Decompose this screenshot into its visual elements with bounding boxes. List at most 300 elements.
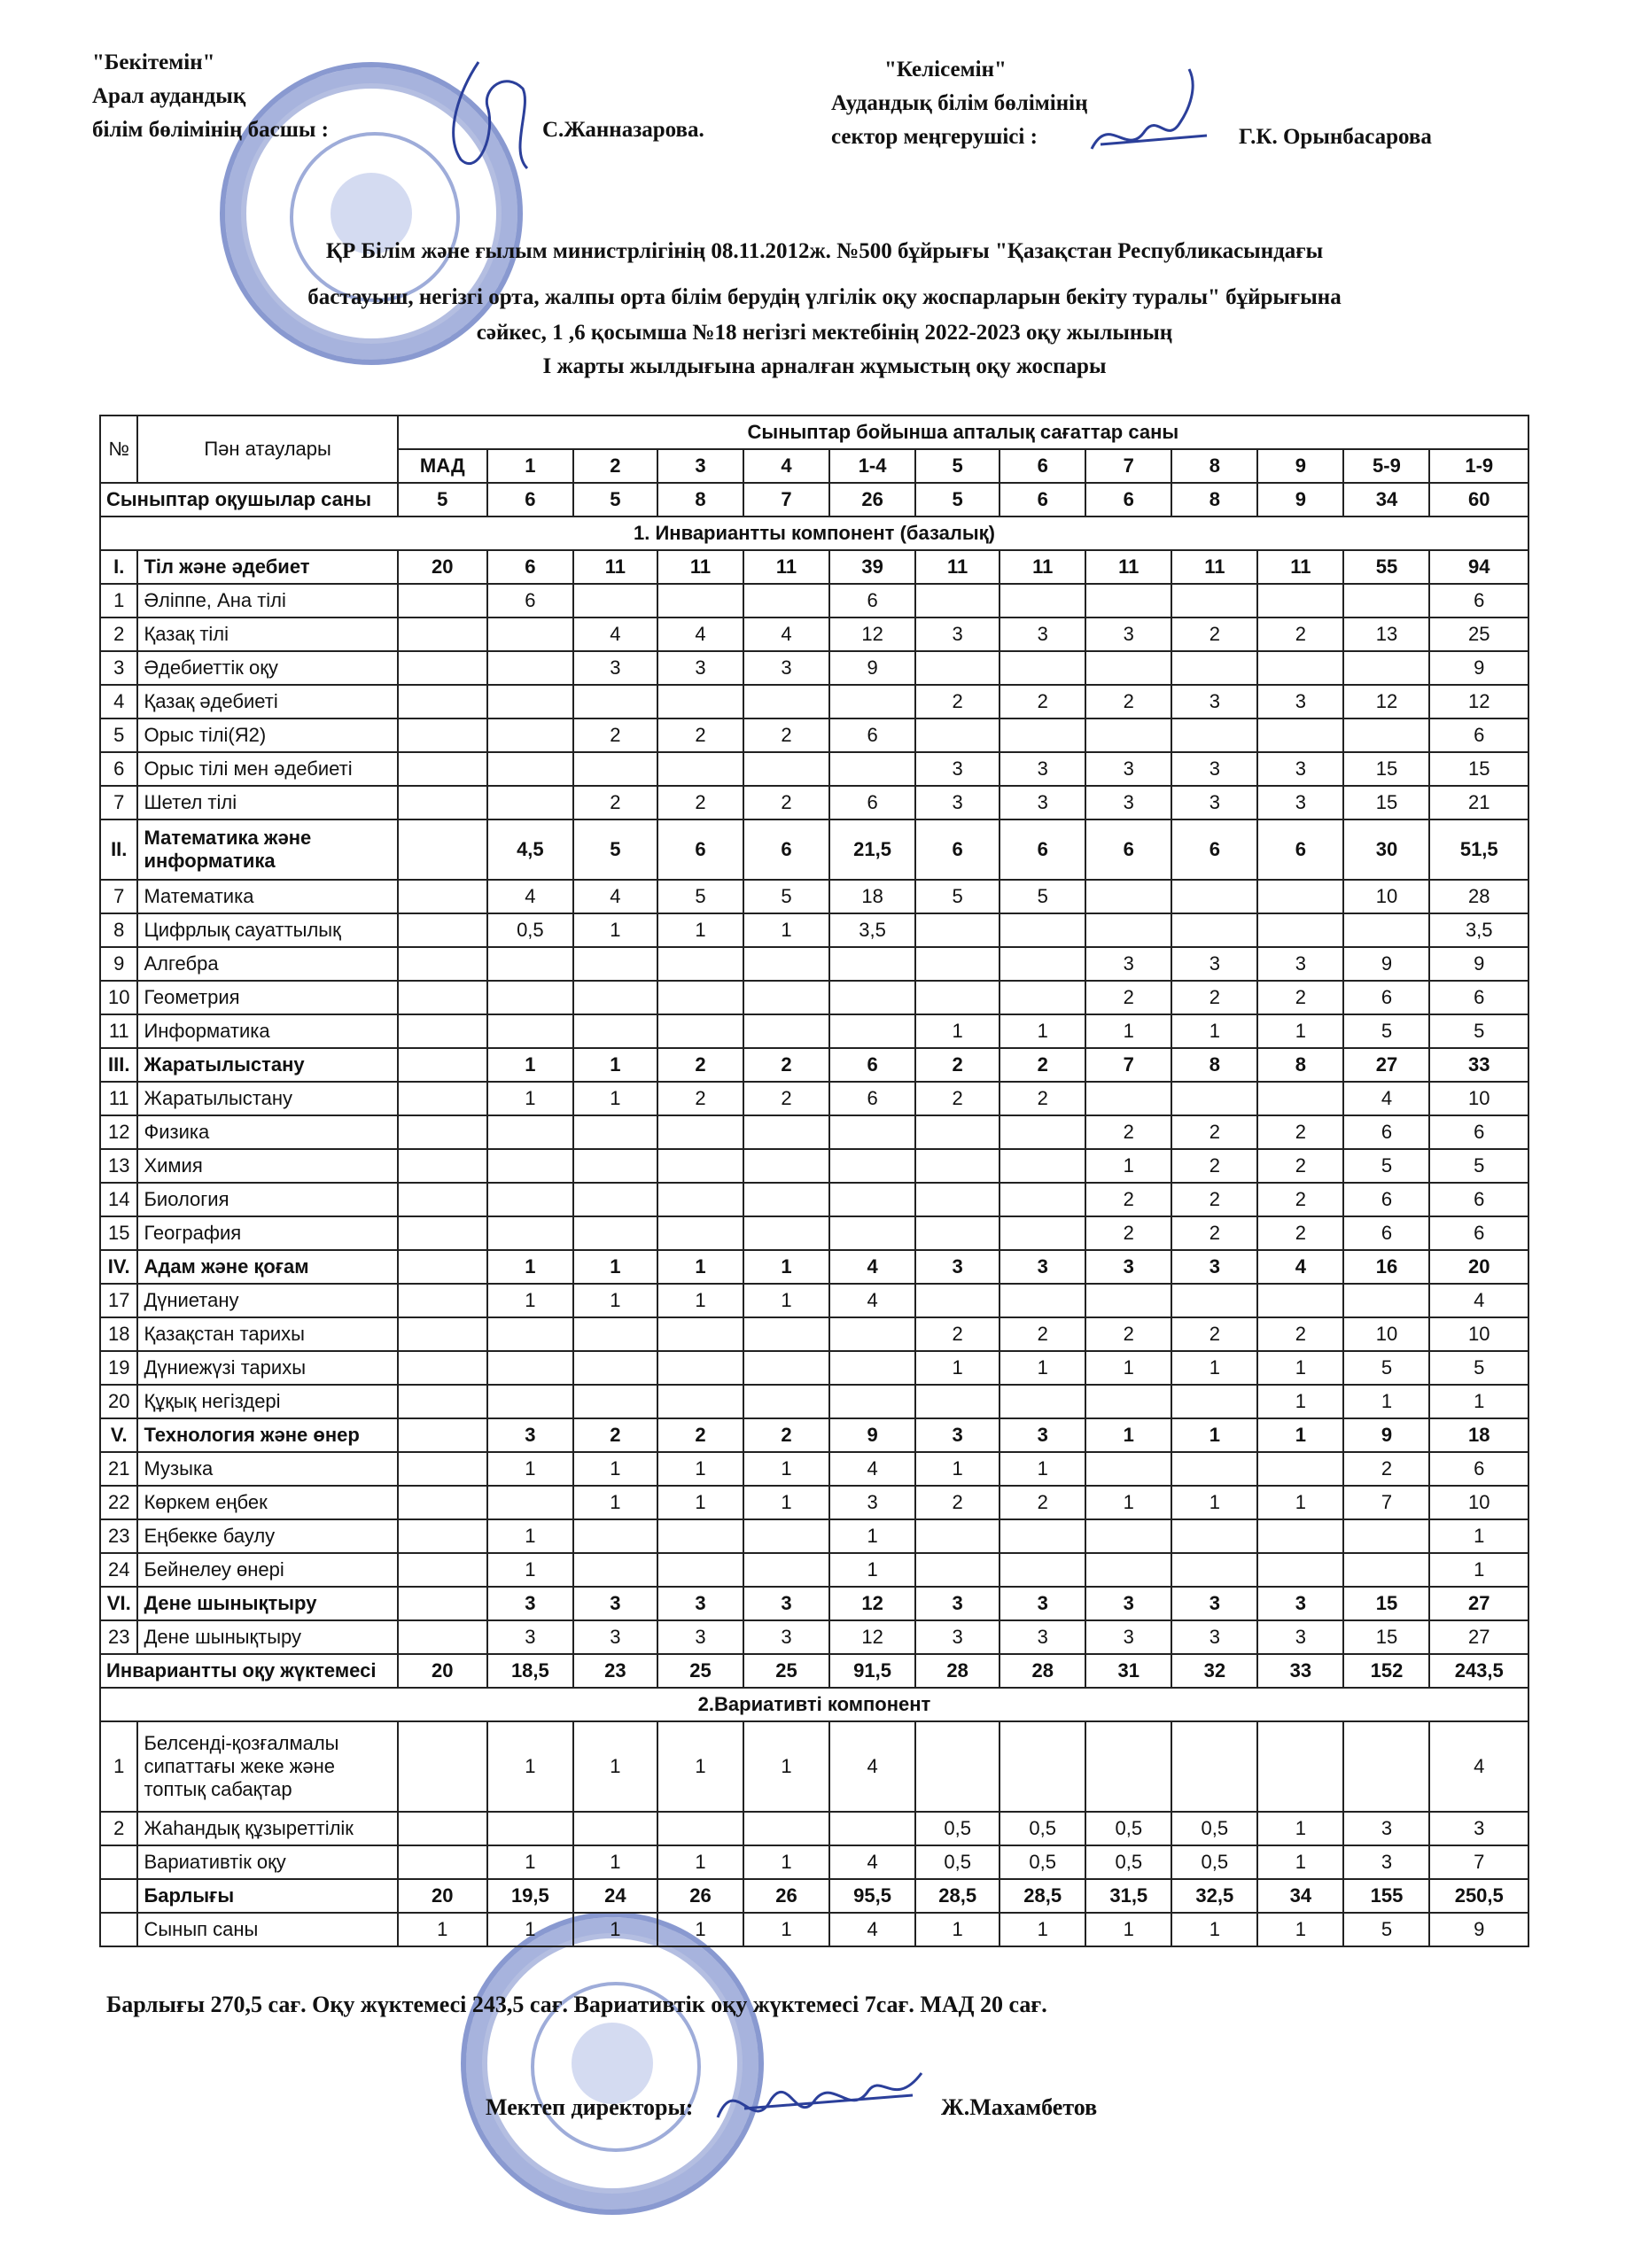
hours-cell: 2 (915, 685, 1000, 718)
hours-cell (398, 913, 487, 947)
subject-name: Қазақ әдебиеті (137, 685, 397, 718)
hours-cell (398, 880, 487, 913)
hours-cell: 1 (1085, 1486, 1171, 1519)
hours-cell: 8 (657, 483, 743, 517)
hours-cell (915, 1553, 1000, 1587)
subject-name: Алгебра (137, 947, 397, 981)
hours-cell: 7 (1085, 1048, 1171, 1082)
hours-cell (1257, 651, 1343, 685)
row-label: Инвариантты оқу жүктемесі (100, 1654, 398, 1688)
hours-cell (657, 1014, 743, 1048)
hours-cell: 1 (1257, 1486, 1343, 1519)
hours-cell (1000, 1553, 1085, 1587)
hours-cell: 1 (1257, 1845, 1343, 1879)
hours-cell (829, 1216, 915, 1250)
hours-cell: 6 (487, 550, 573, 584)
row-number: 15 (100, 1216, 137, 1250)
hours-cell (657, 1216, 743, 1250)
hours-cell (1257, 1082, 1343, 1115)
hours-cell: 3 (657, 651, 743, 685)
table-row (100, 947, 1528, 981)
hours-cell: 0,5 (1171, 1812, 1257, 1845)
agreer-name: Г.К. Орынбасарова (1239, 125, 1432, 149)
hours-cell: 1 (657, 1721, 743, 1812)
hours-cell: 26 (829, 483, 915, 517)
hours-cell: 1 (1343, 1385, 1429, 1418)
hours-cell: 9 (829, 1418, 915, 1452)
hours-cell: 2 (657, 786, 743, 819)
hours-cell: 9 (1343, 1418, 1429, 1452)
hours-cell: 12 (829, 1587, 915, 1620)
subject-name: Дене шынықтыру (137, 1587, 397, 1620)
hours-cell: 11 (657, 550, 743, 584)
hours-cell: 6 (1429, 1183, 1528, 1216)
table-row (100, 1452, 1528, 1486)
hours-cell (743, 1115, 829, 1149)
hours-cell: 3 (1343, 1845, 1429, 1879)
section-title: 2.Вариативті компонент (100, 1688, 1528, 1721)
hours-cell (573, 1351, 657, 1385)
hours-cell: 2 (573, 718, 657, 752)
hours-cell: 3 (1000, 786, 1085, 819)
table-row (100, 685, 1528, 718)
hours-cell (1343, 1553, 1429, 1587)
hours-cell (1343, 1721, 1429, 1812)
hours-cell: 3 (1257, 1587, 1343, 1620)
hours-cell (398, 1351, 487, 1385)
table-row (100, 1216, 1528, 1250)
hours-cell: 2 (1257, 1149, 1343, 1183)
hours-cell: 6 (1085, 819, 1171, 880)
hours-cell: 2 (743, 786, 829, 819)
hours-cell: 3 (1429, 1812, 1528, 1845)
hours-cell: 152 (1343, 1654, 1429, 1688)
row-number: 17 (100, 1284, 137, 1317)
hours-cell: 5 (1343, 1351, 1429, 1385)
hours-cell: 3 (1000, 1418, 1085, 1452)
hours-cell (1000, 1721, 1085, 1812)
hours-cell: 1 (1085, 1014, 1171, 1048)
hours-cell: 2 (1171, 617, 1257, 651)
hours-cell: 1 (743, 1845, 829, 1879)
hours-cell (398, 1553, 487, 1587)
hours-cell: 3 (1000, 617, 1085, 651)
hours-cell: 5 (743, 880, 829, 913)
col-header: 1 (487, 449, 573, 483)
row-number: 19 (100, 1351, 137, 1385)
table-row (100, 1183, 1528, 1216)
hours-cell: 2 (1000, 685, 1085, 718)
hours-cell: 2 (1085, 1183, 1171, 1216)
hours-cell (487, 685, 573, 718)
hours-cell (1085, 1082, 1171, 1115)
hours-cell (398, 1721, 487, 1812)
hours-cell: 6 (1429, 1216, 1528, 1250)
hours-cell: 11 (573, 550, 657, 584)
hours-cell: 1 (1429, 1385, 1528, 1418)
hours-cell: 5 (1000, 880, 1085, 913)
hours-cell: 10 (1429, 1082, 1528, 1115)
subject-name: Қазақстан тарихы (137, 1317, 397, 1351)
hours-cell (829, 1183, 915, 1216)
hours-cell: 6 (1429, 1452, 1528, 1486)
hours-cell: 5 (398, 483, 487, 517)
table-row (100, 1418, 1528, 1452)
hours-cell (1257, 718, 1343, 752)
hours-cell (743, 584, 829, 617)
hours-cell (829, 981, 915, 1014)
hours-cell (743, 1149, 829, 1183)
hours-cell (829, 1014, 915, 1048)
hours-cell (1000, 1115, 1085, 1149)
subject-name: Музыка (137, 1452, 397, 1486)
hours-cell: 0,5 (1171, 1845, 1257, 1879)
hours-cell: 3 (1000, 1250, 1085, 1284)
row-number: 9 (100, 947, 137, 981)
subject-name: Көркем еңбек (137, 1486, 397, 1519)
hours-cell: 21,5 (829, 819, 915, 880)
hours-cell (743, 1183, 829, 1216)
hours-cell: 9 (1429, 651, 1528, 685)
hours-cell: 15 (1343, 1587, 1429, 1620)
hours-cell: 2 (1085, 1115, 1171, 1149)
hours-cell (657, 1115, 743, 1149)
hours-cell (1257, 584, 1343, 617)
row-number: 8 (100, 913, 137, 947)
row-number: 7 (100, 880, 137, 913)
hours-cell (1000, 981, 1085, 1014)
agreer-line1: Аудандық білім бөлімінің (831, 91, 1088, 115)
hours-cell (398, 718, 487, 752)
table-row (100, 1250, 1528, 1284)
hours-cell (657, 1317, 743, 1351)
invariant-total-row (100, 1654, 1528, 1688)
subject-name: Дүниетану (137, 1284, 397, 1317)
hours-cell (1000, 947, 1085, 981)
row-number: 23 (100, 1620, 137, 1654)
subject-name: Сынып саны (137, 1913, 397, 1946)
hours-cell (1171, 913, 1257, 947)
hours-cell: 11 (1000, 550, 1085, 584)
hours-cell: 1 (657, 1845, 743, 1879)
hours-cell: 1 (1085, 1149, 1171, 1183)
hours-cell: 6 (829, 718, 915, 752)
col-header: МАД (398, 449, 487, 483)
hours-cell: 3 (1085, 947, 1171, 981)
table-row (100, 1115, 1528, 1149)
row-number: 14 (100, 1183, 137, 1216)
hours-cell (487, 786, 573, 819)
hours-cell: 1 (829, 1553, 915, 1587)
table-row (100, 1812, 1528, 1845)
hours-cell: 3 (915, 1250, 1000, 1284)
hours-cell: 4 (743, 617, 829, 651)
hours-cell (1257, 913, 1343, 947)
hours-cell (1257, 1519, 1343, 1553)
subject-name: Биология (137, 1183, 397, 1216)
hours-cell: 2 (915, 1082, 1000, 1115)
hours-cell: 3 (1085, 752, 1171, 786)
hours-cell: 2 (1257, 981, 1343, 1014)
hours-cell (1257, 1553, 1343, 1587)
hours-cell: 3 (1171, 1587, 1257, 1620)
hours-cell: 20 (398, 550, 487, 584)
hours-cell: 94 (1429, 550, 1528, 584)
hours-cell: 2 (1171, 1183, 1257, 1216)
hours-cell: 3 (487, 1418, 573, 1452)
table-row (100, 1149, 1528, 1183)
hours-cell: 5 (1343, 1149, 1429, 1183)
hours-cell (657, 1351, 743, 1385)
hours-cell (657, 752, 743, 786)
hours-cell: 2 (657, 1048, 743, 1082)
hours-cell (398, 1014, 487, 1048)
row-label: Сыныптар оқушылар саны (100, 483, 398, 517)
hours-cell (1171, 584, 1257, 617)
hours-cell (573, 947, 657, 981)
hours-cell (915, 1216, 1000, 1250)
hours-cell: 10 (1343, 880, 1429, 913)
hours-cell: 27 (1429, 1587, 1528, 1620)
hours-cell (398, 1812, 487, 1845)
hours-cell: 6 (743, 819, 829, 880)
table-row (100, 1351, 1528, 1385)
hours-cell: 1 (1171, 1913, 1257, 1946)
hours-cell (1171, 880, 1257, 913)
hours-cell (1000, 1183, 1085, 1216)
table-row (100, 1587, 1528, 1620)
table-row (100, 1486, 1528, 1519)
hours-cell: 51,5 (1429, 819, 1528, 880)
hours-cell: 1 (743, 1721, 829, 1812)
hours-cell: 3 (1171, 685, 1257, 718)
hours-cell: 0,5 (1000, 1845, 1085, 1879)
hours-cell: 12 (1429, 685, 1528, 718)
hours-cell: 1 (1257, 1351, 1343, 1385)
hours-cell: 4 (829, 1721, 915, 1812)
hours-cell: 6 (915, 819, 1000, 880)
hours-cell: 1 (829, 1519, 915, 1553)
subject-name: Құқық негіздері (137, 1385, 397, 1418)
hours-cell: 15 (1343, 752, 1429, 786)
hours-cell (573, 1183, 657, 1216)
hours-cell: 26 (743, 1879, 829, 1913)
hours-cell: 0,5 (487, 913, 573, 947)
hours-cell: 15 (1343, 786, 1429, 819)
subject-name: География (137, 1216, 397, 1250)
hours-cell (1343, 1284, 1429, 1317)
hours-cell: 15 (1429, 752, 1528, 786)
subject-name: Дүниежүзі тарихы (137, 1351, 397, 1385)
hours-cell: 27 (1343, 1048, 1429, 1082)
hours-cell: 3 (1000, 1620, 1085, 1654)
approved-label: "Бекітемін" (92, 50, 215, 74)
hours-cell: 1 (487, 1721, 573, 1812)
hours-cell: 28 (1429, 880, 1528, 913)
hours-cell (829, 1115, 915, 1149)
hours-cell: 1 (657, 1486, 743, 1519)
hours-cell: 11 (915, 550, 1000, 584)
table-row (100, 1553, 1528, 1587)
hours-cell (487, 981, 573, 1014)
hours-cell: 6 (829, 1082, 915, 1115)
title-line-4: І жарты жылдығына арналған жұмыстың оқу жоспары (542, 354, 1107, 378)
row-number: II. (100, 819, 137, 880)
title-line-3: сәйкес, 1 ,6 қосымша №18 негізгі мектебінің 2022-2023 оқу жылының (476, 321, 1173, 345)
hours-cell: 23 (573, 1654, 657, 1688)
hours-cell: 9 (1343, 947, 1429, 981)
hours-cell: 20 (398, 1654, 487, 1688)
hours-cell (829, 1351, 915, 1385)
hours-cell (398, 1845, 487, 1879)
subject-name: Дене шынықтыру (137, 1620, 397, 1654)
signature-director (709, 2055, 930, 2153)
hours-cell (915, 913, 1000, 947)
hours-cell (487, 718, 573, 752)
hours-cell (573, 1317, 657, 1351)
hours-cell: 1 (398, 1913, 487, 1946)
table-row (100, 786, 1528, 819)
hours-cell (1000, 1519, 1085, 1553)
hours-cell: 1 (487, 1284, 573, 1317)
hours-cell: 20 (1429, 1250, 1528, 1284)
hours-cell: 3 (1171, 1620, 1257, 1654)
hours-cell: 2 (1085, 1317, 1171, 1351)
hours-cell (1171, 1553, 1257, 1587)
hours-cell: 11 (1085, 550, 1171, 584)
subject-name: Еңбекке баулу (137, 1519, 397, 1553)
hours-cell: 2 (1257, 1115, 1343, 1149)
hours-cell: 32 (1171, 1654, 1257, 1688)
hours-cell: 3 (915, 1620, 1000, 1654)
hours-cell: 5 (1343, 1014, 1429, 1048)
approver-line1: Арал аудандық (92, 84, 246, 108)
hours-cell (1085, 1385, 1171, 1418)
hours-cell: 243,5 (1429, 1654, 1528, 1688)
subject-name: Цифрлық сауаттылық (137, 913, 397, 947)
table-row (100, 981, 1528, 1014)
row-number: 2 (100, 1812, 137, 1845)
subject-name: Бейнелеу өнері (137, 1553, 397, 1587)
hours-cell: 5 (573, 483, 657, 517)
hours-cell: 28,5 (915, 1879, 1000, 1913)
subject-name: Вариативтік оқу (137, 1845, 397, 1879)
hours-cell: 1 (1171, 1014, 1257, 1048)
hours-cell: 4 (1429, 1721, 1528, 1812)
row-number: 5 (100, 718, 137, 752)
hours-cell: 1 (1000, 1452, 1085, 1486)
hours-cell (1085, 913, 1171, 947)
hours-cell: 3 (1171, 947, 1257, 981)
hours-cell: 18 (829, 880, 915, 913)
header-right (831, 53, 1088, 154)
hours-cell: 1 (1085, 1418, 1171, 1452)
hours-cell: 2 (657, 1082, 743, 1115)
hours-cell: 10 (1343, 1317, 1429, 1351)
hours-cell (915, 1284, 1000, 1317)
hours-cell (398, 1452, 487, 1486)
hours-cell (829, 1149, 915, 1183)
hours-cell: 1 (657, 1284, 743, 1317)
hours-cell (1085, 651, 1171, 685)
subject-name: Әліппе, Ана тілі (137, 584, 397, 617)
hours-cell (398, 1519, 487, 1553)
hours-cell: 3 (743, 1587, 829, 1620)
hours-cell: 1 (1257, 1385, 1343, 1418)
hours-cell: 1 (487, 1250, 573, 1284)
hours-cell: 9 (829, 651, 915, 685)
table-row (100, 1913, 1528, 1946)
hours-cell: 4 (1429, 1284, 1528, 1317)
hours-cell: 2 (657, 1418, 743, 1452)
subject-name: Математика (137, 880, 397, 913)
row-number: 11 (100, 1082, 137, 1115)
hours-cell: 3 (657, 1620, 743, 1654)
subject-name: Геометрия (137, 981, 397, 1014)
hours-cell: 7 (1343, 1486, 1429, 1519)
hours-cell: 26 (657, 1879, 743, 1913)
hours-cell (398, 1418, 487, 1452)
hours-cell: 31,5 (1085, 1879, 1171, 1913)
section-invariant (100, 517, 1528, 550)
hours-cell: 4 (829, 1845, 915, 1879)
row-number: 1 (100, 584, 137, 617)
hours-cell (487, 1351, 573, 1385)
hours-cell: 34 (1257, 1879, 1343, 1913)
hours-cell: 3 (743, 1620, 829, 1654)
hours-cell: 19,5 (487, 1879, 573, 1913)
table-row (100, 1879, 1528, 1913)
hours-cell: 6 (1429, 1115, 1528, 1149)
hours-cell (1000, 1385, 1085, 1418)
col-group-header: Сыныптар бойынша апталық сағаттар саны (398, 416, 1528, 449)
hours-cell: 3 (1085, 1250, 1171, 1284)
hours-cell: 12 (1343, 685, 1429, 718)
row-number: 18 (100, 1317, 137, 1351)
row-number: V. (100, 1418, 137, 1452)
hours-cell (398, 1048, 487, 1082)
hours-cell: 1 (1257, 1418, 1343, 1452)
hours-cell: 3 (1343, 1812, 1429, 1845)
hours-cell: 6 (1343, 1216, 1429, 1250)
hours-cell (398, 1317, 487, 1351)
hours-cell: 250,5 (1429, 1879, 1528, 1913)
hours-cell: 7 (743, 483, 829, 517)
hours-cell: 1 (1257, 1913, 1343, 1946)
hours-cell: 33 (1429, 1048, 1528, 1082)
hours-cell (573, 584, 657, 617)
hours-cell: 1 (573, 1048, 657, 1082)
hours-cell: 5 (1343, 1913, 1429, 1946)
hours-cell: 6 (657, 819, 743, 880)
hours-cell (743, 1317, 829, 1351)
hours-cell (1343, 651, 1429, 685)
hours-cell: 3 (829, 1486, 915, 1519)
hours-cell (1343, 584, 1429, 617)
hours-cell: 1 (1171, 1418, 1257, 1452)
hours-cell: 12 (829, 617, 915, 651)
col-header: 3 (657, 449, 743, 483)
hours-cell: 1 (573, 1452, 657, 1486)
hours-cell: 1 (487, 1082, 573, 1115)
row-number: 11 (100, 1014, 137, 1048)
hours-cell (1000, 1149, 1085, 1183)
table-row (100, 584, 1528, 617)
hours-cell: 3 (915, 752, 1000, 786)
row-number: III. (100, 1048, 137, 1082)
hours-cell: 3 (1085, 1620, 1171, 1654)
hours-cell: 9 (1257, 483, 1343, 517)
